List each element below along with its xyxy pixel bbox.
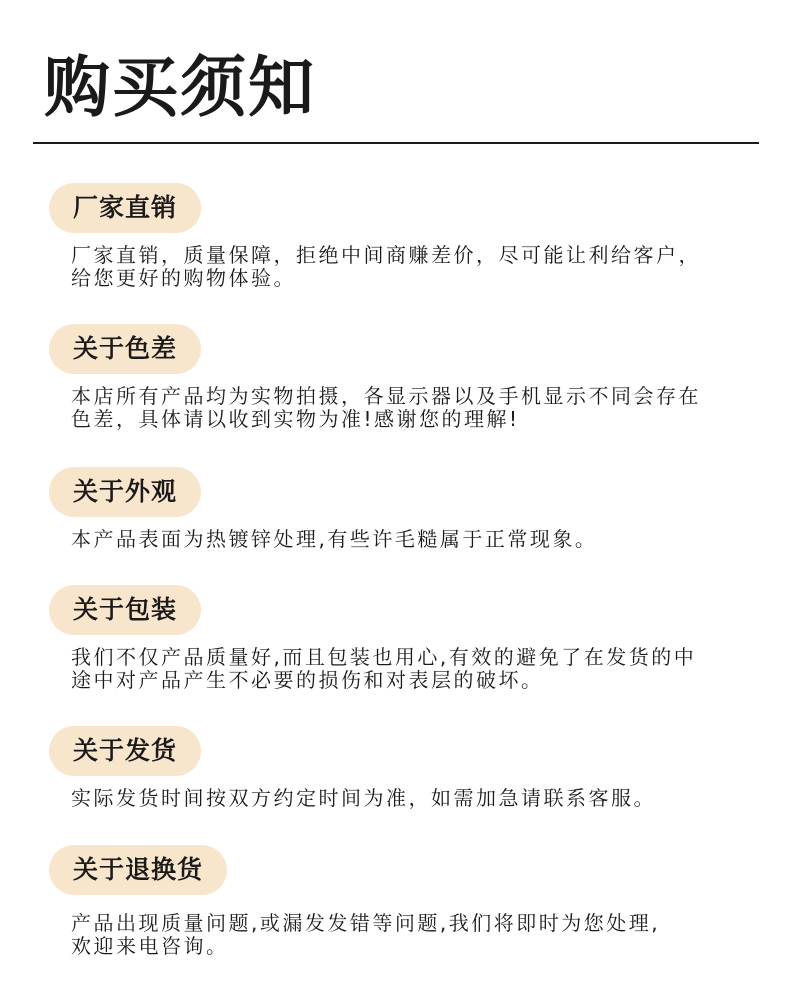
- section-body-text: 厂家直销，质量保障，拒绝中间商赚差价，尽可能让利给客户， 给您更好的购物体验。: [71, 243, 701, 290]
- section-shipping: [49, 726, 749, 810]
- section-packaging: [49, 585, 749, 692]
- section-heading-badge: 关于色差: [49, 324, 201, 374]
- section-heading-badge: 厂家直销: [49, 183, 201, 233]
- section-heading-badge: 关于外观: [49, 467, 201, 517]
- section-heading-badge: 关于发货: [49, 726, 201, 776]
- section-body-text: 实际发货时间按双方约定时间为准，如需加急请联系客服。: [71, 786, 656, 810]
- section-heading-badge: 关于包装: [49, 585, 201, 635]
- section-appearance: [49, 467, 749, 551]
- section-returns: [49, 845, 749, 958]
- section-body-text: 本店所有产品均为实物拍摄，各显示器以及手机显示不同会存在 色差，具体请以收到实物为准!感谢您的理解!: [71, 384, 701, 431]
- title-divider: [33, 142, 759, 144]
- section-heading-badge: 关于退换货: [49, 845, 227, 895]
- section-body-text: 产品出现质量问题,或漏发发错等问题,我们将即时为您处理, 欢迎来电咨询。: [71, 911, 661, 958]
- section-body-text: 本产品表面为热镀锌处理,有些许毛糙属于正常现象。: [71, 527, 598, 551]
- section-body-text: 我们不仅产品质量好,而且包装也用心,有效的避免了在发货的中 途中对产品产生不必要的损伤和对表层的破坏。: [71, 645, 697, 692]
- section-factory-direct: [49, 183, 749, 290]
- section-color-difference: [49, 324, 749, 431]
- page-title: 购买须知: [44, 49, 316, 126]
